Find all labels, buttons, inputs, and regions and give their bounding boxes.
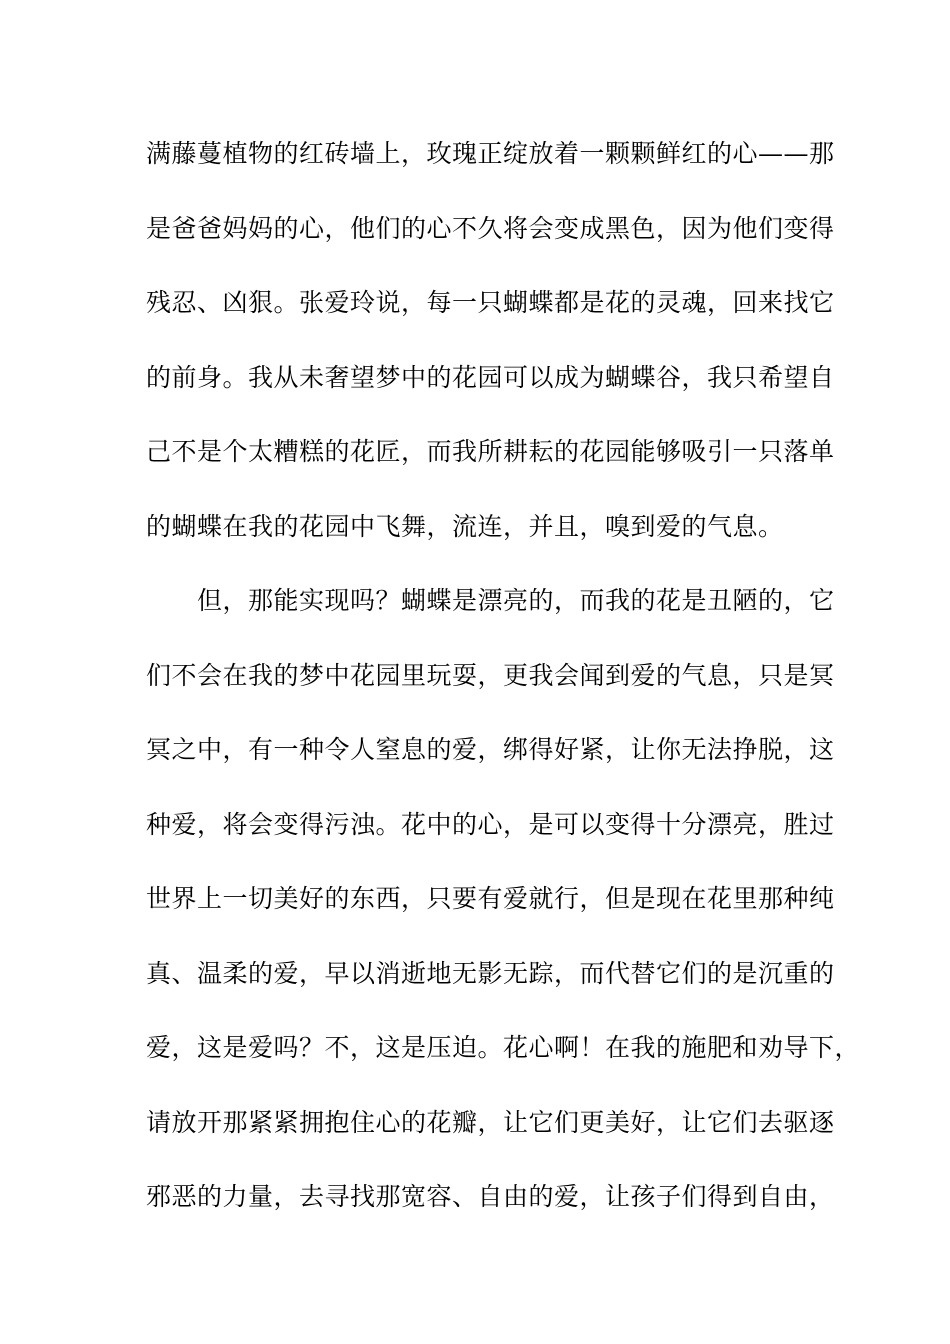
text-line: 冥之中，有一种令人窒息的爱，绑得好紧，让你无法挣脱，这 xyxy=(146,735,835,764)
paragraph-start-line: 但，那能实现吗？蝴蝶是漂亮的，而我的花是丑陋的，它 xyxy=(146,586,835,615)
text-line: 世界上一切美好的东西，只要有爱就行，但是现在花里那种纯 xyxy=(146,884,835,913)
text-line: 爱，这是爱吗？不，这是压迫。花心啊！在我的施肥和劝导下， xyxy=(146,1033,861,1062)
text-line: 是爸爸妈妈的心，他们的心不久将会变成黑色，因为他们变得 xyxy=(146,213,835,243)
text-line: 请放开那紧紧拥抱住心的花瓣，让它们更美好，让它们去驱逐 xyxy=(146,1107,835,1137)
text-line: 的蝴蝶在我的花园中飞舞，流连，并且，嗅到爱的气息。 xyxy=(146,511,784,541)
body-text xyxy=(146,132,861,1250)
text-line: 种爱，将会变得污浊。花中的心，是可以变得十分漂亮，胜过 xyxy=(146,809,835,839)
text-line: 邪恶的力量，去寻找那宽容、自由的爱，让孩子们得到自由， xyxy=(146,1182,835,1211)
text-line: 们不会在我的梦中花园里玩耍，更我会闻到爱的气息，只是冥 xyxy=(146,660,835,690)
text-line: 残忍、凶狠。张爱玲说，每一只蝴蝶都是花的灵魂，回来找它 xyxy=(146,288,835,317)
text-line: 满藤蔓植物的红砖墙上，玫瑰正绽放着一颗颗鲜红的心——那 xyxy=(146,139,835,168)
text-line: 的前身。我从未奢望梦中的花园可以成为蝴蝶谷，我只希望自 xyxy=(146,362,835,392)
text-line: 己不是个太糟糕的花匠，而我所耕耘的花园能够吸引一只落单 xyxy=(146,437,835,466)
text-line: 真、温柔的爱，早以消逝地无影无踪，而代替它们的是沉重的 xyxy=(146,958,835,988)
